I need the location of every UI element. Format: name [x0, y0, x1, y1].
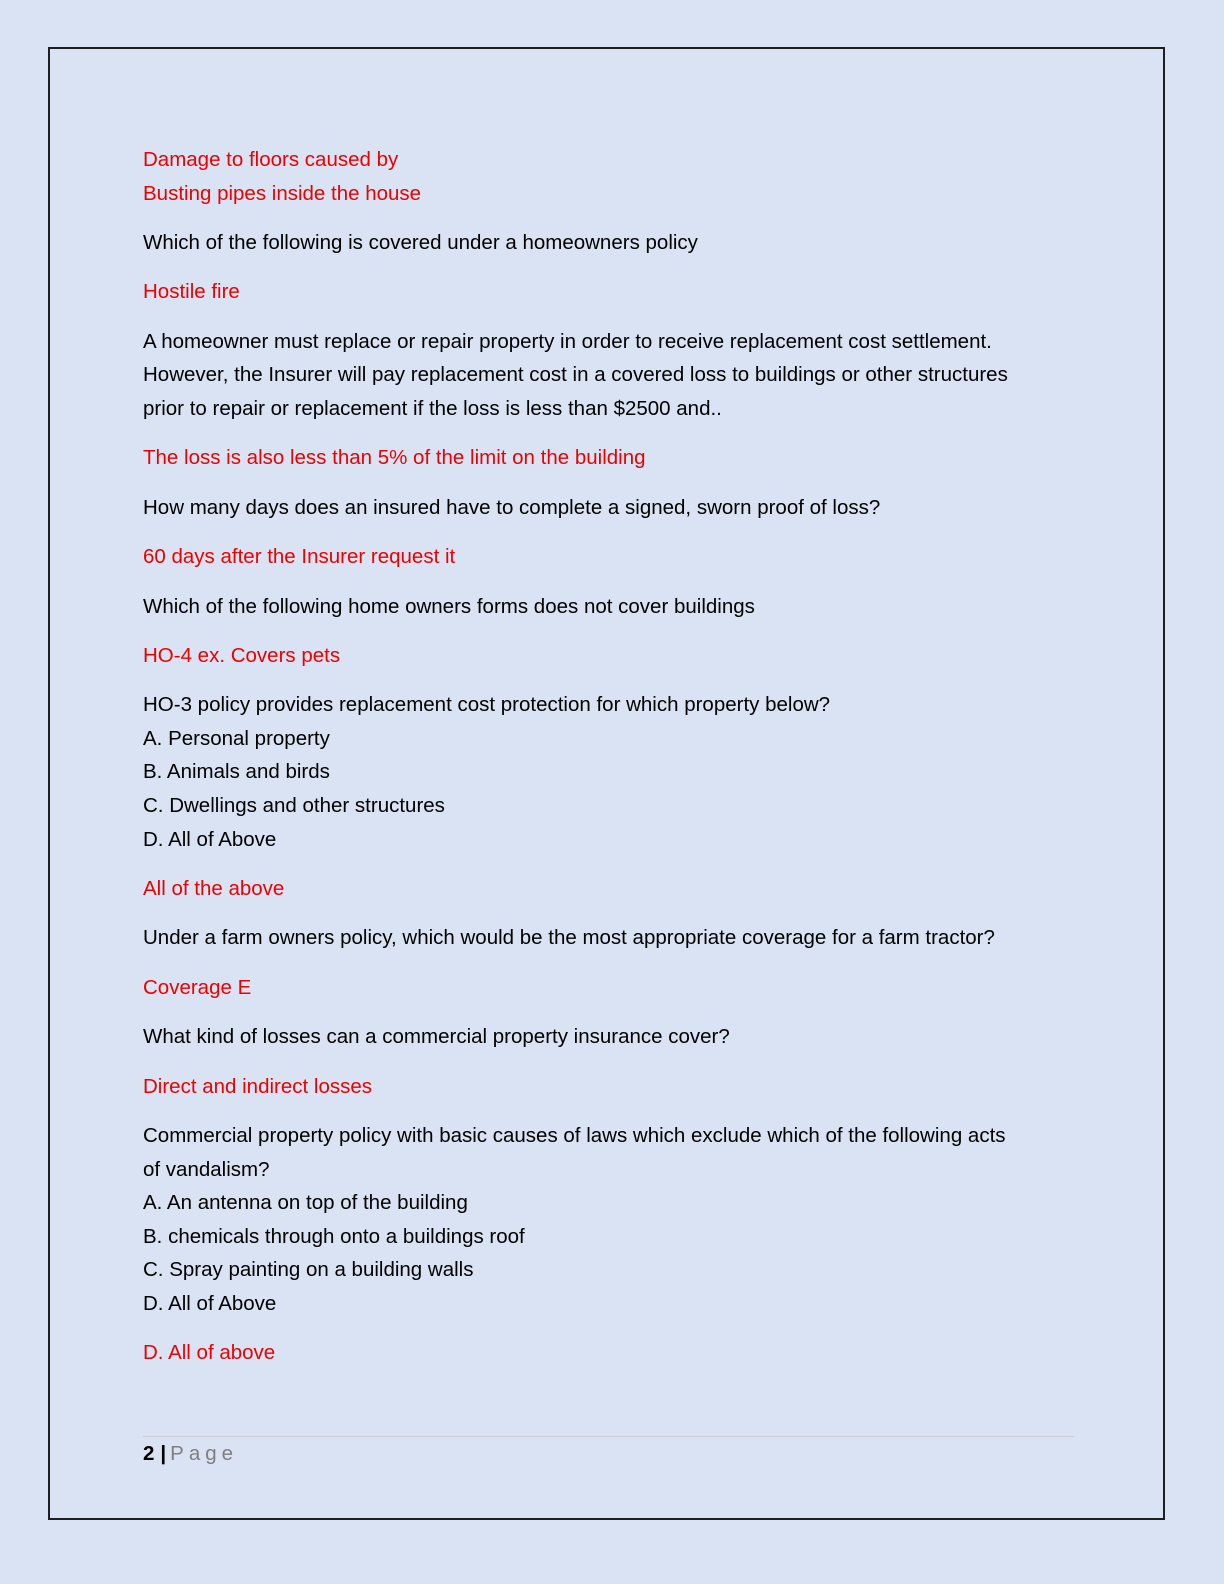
answer-line: Damage to floors caused by: [143, 148, 399, 171]
question-line: A. An antenna on top of the building: [143, 1191, 468, 1215]
question-paragraph: [143, 1020, 1078, 1054]
answer-paragraph: [143, 639, 1078, 673]
question-paragraph: [143, 491, 1078, 525]
answer-line: Busting pipes inside the house: [143, 181, 422, 205]
answer-paragraph: [143, 872, 1078, 906]
question-line: B. Animals and birds: [143, 760, 330, 784]
question-paragraph: [143, 921, 1078, 955]
footer-separator: |: [160, 1442, 167, 1465]
answer-paragraph: [143, 275, 1078, 309]
answer-paragraph: [143, 1070, 1078, 1104]
question-line: B. chemicals through onto a buildings roof: [143, 1224, 525, 1248]
answer-line: 60 days after the Insurer request it: [143, 545, 456, 569]
question-paragraph: [143, 1119, 1078, 1321]
question-line: How many days does an insured have to complete a signed, sworn proof of loss?: [143, 495, 881, 519]
question-line: C. Spray painting on a building walls: [143, 1258, 474, 1282]
question-line: Which of the following home owners forms does not cover buildings: [143, 594, 755, 618]
footer-divider: [143, 1436, 1074, 1437]
question-line: D. All of Above: [143, 827, 277, 851]
question-line: A. Personal property: [143, 726, 330, 750]
answer-line: HO-4 ex. Covers pets: [143, 643, 341, 667]
question-line: prior to repair or replacement if the loss is less than $2500 and..: [143, 396, 722, 420]
question-line: A homeowner must replace or repair property in order to receive replacement cost settlement.: [143, 329, 992, 353]
answer-line: Coverage E: [143, 975, 252, 999]
answer-paragraph: [143, 143, 1078, 210]
question-paragraph: [143, 590, 1078, 624]
question-line: Under a farm owners policy, which would be the most appropriate coverage for a farm tractor?: [143, 926, 995, 950]
page-label: Page: [170, 1442, 239, 1465]
question-line: However, the Insurer will pay replacement cost in a covered loss to buildings or other structures: [143, 363, 1008, 387]
question-paragraph: [143, 688, 1078, 856]
question-line: Commercial property policy with basic causes of laws which exclude which of the following acts: [143, 1124, 1006, 1148]
question-paragraph: [143, 325, 1078, 426]
answer-line: D. All of above: [143, 1341, 276, 1365]
answer-line: Direct and indirect losses: [143, 1074, 373, 1098]
answer-paragraph: [143, 971, 1078, 1005]
question-line: C. Dwellings and other structures: [143, 794, 445, 818]
document-body: [143, 143, 1078, 1386]
answer-paragraph: [143, 540, 1078, 574]
question-line: D. All of Above: [143, 1291, 277, 1315]
page-number: 2: [143, 1442, 155, 1465]
question-paragraph: [143, 226, 1078, 260]
question-line: of vandalism?: [143, 1157, 270, 1181]
page-footer: [143, 1439, 238, 1469]
answer-paragraph: [143, 1336, 1078, 1370]
answer-line: All of the above: [143, 877, 285, 901]
question-line: HO-3 policy provides replacement cost protection for which property below?: [143, 693, 831, 717]
answer-paragraph: [143, 441, 1078, 475]
answer-line: The loss is also less than 5% of the limit on the building: [143, 446, 646, 470]
answer-line: Hostile fire: [143, 280, 240, 304]
question-line: What kind of losses can a commercial property insurance cover?: [143, 1025, 730, 1049]
question-line: Which of the following is covered under a homeowners policy: [143, 230, 698, 254]
